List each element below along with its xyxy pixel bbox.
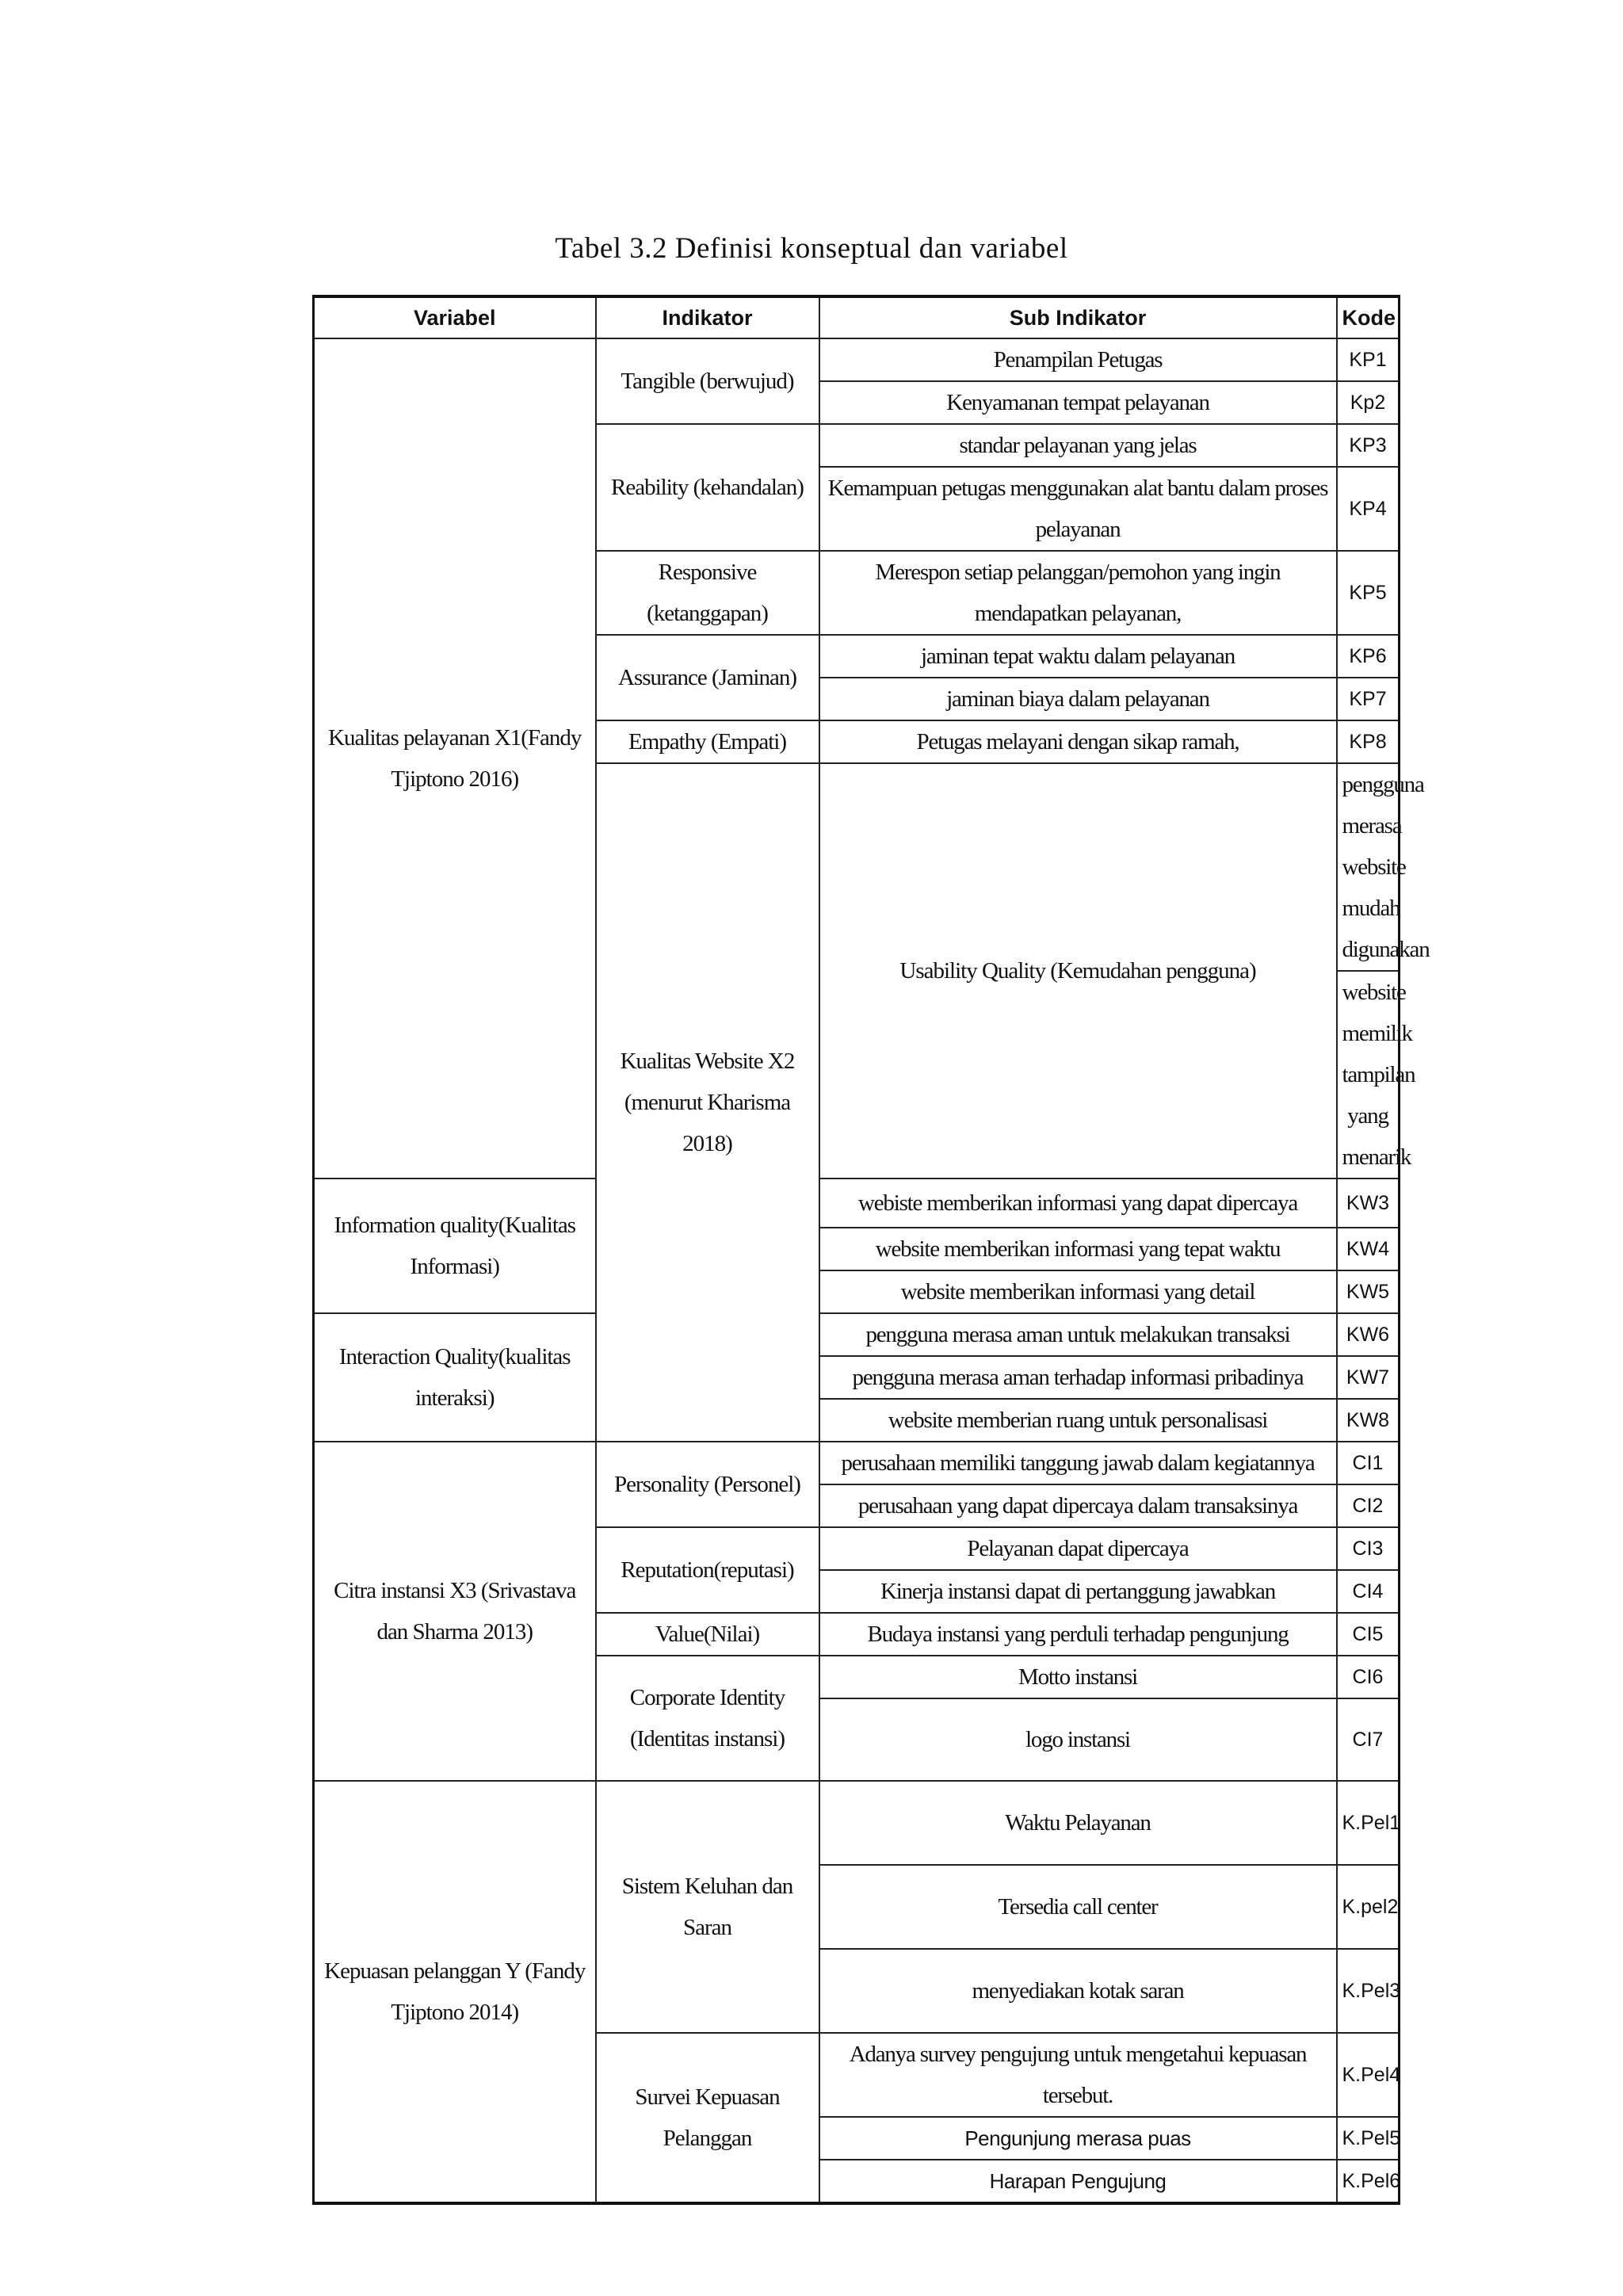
indicator-cell: Interaction Quality(kualitas interaksi) — [314, 1313, 596, 1442]
kode-cell: K.Pel4 — [1337, 2033, 1400, 2117]
indicator-cell: Tangible (berwujud) — [596, 338, 819, 424]
sub-indicator-cell: Motto instansi — [819, 1656, 1337, 1698]
sub-indicator-cell: Penampilan Petugas — [819, 338, 1337, 381]
kode-cell: K.Pel3 — [1337, 1949, 1400, 2033]
kode-cell: KW8 — [1337, 1399, 1400, 1442]
sub-indicator-cell: jaminan tepat waktu dalam pelayanan — [819, 635, 1337, 678]
kode-cell: CI5 — [1337, 1613, 1400, 1656]
kode-cell: CI3 — [1337, 1527, 1400, 1570]
indicator-cell: Personality (Personel) — [596, 1442, 819, 1527]
kode-cell: CI1 — [1337, 1442, 1400, 1484]
sub-indicator-cell: Budaya instansi yang perduli terhadap pengunjung — [819, 1613, 1337, 1656]
table-title: Tabel 3.2 Definisi konseptual dan variabel — [555, 232, 1068, 265]
sub-indicator-cell: Harapan Pengujung — [819, 2160, 1337, 2203]
sub-indicator-cell: Merespon setiap pelanggan/pemohon yang ingin mendapatkan pelayanan, — [819, 551, 1337, 635]
indicator-cell: Information quality(Kualitas Informasi) — [314, 1179, 596, 1313]
sub-indicator-cell: Adanya survey pengujung untuk mengetahui kepuasan tersebut. — [819, 2033, 1337, 2117]
indicator-cell: Survei Kepuasan Pelanggan — [596, 2033, 819, 2203]
sub-indicator-cell: Waktu Pelayanan — [819, 1781, 1337, 1865]
kode-cell: KW3 — [1337, 1179, 1400, 1228]
sub-indicator-cell: Kinerja instansi dapat di pertanggung jawabkan — [819, 1570, 1337, 1613]
kode-cell: KW7 — [1337, 1356, 1400, 1399]
kode-cell: K.Pel1 — [1337, 1781, 1400, 1865]
sub-indicator-cell: website memilik tampilan yang menarik — [1337, 971, 1400, 1179]
header-sub-indikator: Sub Indikator — [819, 296, 1337, 338]
kode-cell: KP7 — [1337, 678, 1400, 720]
kode-cell: CI6 — [1337, 1656, 1400, 1698]
table-row — [314, 1442, 1400, 1484]
kode-cell: KW6 — [1337, 1313, 1400, 1356]
indicator-cell: Usability Quality (Kemudahan pengguna) — [819, 763, 1337, 1179]
sub-indicator-cell: website memberikan informasi yang detail — [819, 1270, 1337, 1313]
indicator-cell: Reability (kehandalan) — [596, 424, 819, 551]
kode-cell: KW5 — [1337, 1270, 1400, 1313]
sub-indicator-cell: perusahaan memiliki tanggung jawab dalam kegiatannya — [819, 1442, 1337, 1484]
kode-cell: CI2 — [1337, 1484, 1400, 1527]
indicator-cell: Empathy (Empati) — [596, 720, 819, 763]
kode-cell: KP8 — [1337, 720, 1400, 763]
indicator-cell: Corporate Identity (Identitas instansi) — [596, 1656, 819, 1781]
table-row — [314, 1179, 1400, 1228]
indicator-cell: Responsive (ketanggapan) — [596, 551, 819, 635]
kode-cell: KP4 — [1337, 467, 1400, 551]
kode-cell: K.Pel6 — [1337, 2160, 1400, 2203]
indicator-cell: Assurance (Jaminan) — [596, 635, 819, 720]
indicator-cell: Reputation(reputasi) — [596, 1527, 819, 1613]
sub-indicator-cell: website memberian ruang untuk personalisasi — [819, 1399, 1337, 1442]
sub-indicator-cell: menyediakan kotak saran — [819, 1949, 1337, 2033]
table-row — [314, 1313, 1400, 1356]
sub-indicator-cell: Petugas melayani dengan sikap ramah, — [819, 720, 1337, 763]
sub-indicator-cell: logo instansi — [819, 1698, 1337, 1781]
header-variabel: Variabel — [314, 296, 596, 338]
sub-indicator-cell: jaminan biaya dalam pelayanan — [819, 678, 1337, 720]
sub-indicator-cell: Tersedia call center — [819, 1865, 1337, 1949]
sub-indicator-cell: Kemampuan petugas menggunakan alat bantu dalam proses pelayanan — [819, 467, 1337, 551]
sub-indicator-cell: Pelayanan dapat dipercaya — [819, 1527, 1337, 1570]
sub-indicator-cell: pengguna merasa website mudah digunakan — [1337, 763, 1400, 971]
header-row — [314, 296, 1400, 338]
kode-cell: KW4 — [1337, 1228, 1400, 1270]
variable-cell: Kualitas Website X2 (menurut Kharisma 2018) — [596, 763, 819, 1442]
sub-indicator-cell: pengguna merasa aman terhadap informasi pribadinya — [819, 1356, 1337, 1399]
kode-cell: CI4 — [1337, 1570, 1400, 1613]
sub-indicator-cell: Pengunjung merasa puas — [819, 2117, 1337, 2160]
sub-indicator-cell: Kenyamanan tempat pelayanan — [819, 381, 1337, 424]
definition-table — [312, 295, 1430, 2205]
table-row — [314, 1781, 1400, 1865]
table-row — [314, 338, 1400, 381]
variable-cell: Kualitas pelayanan X1(Fandy Tjiptono 2016) — [314, 338, 596, 1179]
kode-cell: CI7 — [1337, 1698, 1400, 1781]
kode-cell: KP3 — [1337, 424, 1400, 467]
kode-cell: K.pel2 — [1337, 1865, 1400, 1949]
sub-indicator-cell: webiste memberikan informasi yang dapat dipercaya — [819, 1179, 1337, 1228]
indicator-cell: Value(Nilai) — [596, 1613, 819, 1656]
sub-indicator-cell: pengguna merasa aman untuk melakukan transaksi — [819, 1313, 1337, 1356]
variable-cell: Citra instansi X3 (Srivastava dan Sharma 2013) — [314, 1442, 596, 1781]
sub-indicator-cell: website memberikan informasi yang tepat waktu — [819, 1228, 1337, 1270]
sub-indicator-cell: perusahaan yang dapat dipercaya dalam transaksinya — [819, 1484, 1337, 1527]
kode-cell: KP1 — [1337, 338, 1400, 381]
variable-cell: Kepuasan pelanggan Y (Fandy Tjiptono 2014) — [314, 1781, 596, 2203]
kode-cell: KP6 — [1337, 635, 1400, 678]
header-kode: Kode — [1337, 296, 1400, 338]
header-indikator: Indikator — [596, 296, 819, 338]
sub-indicator-cell: standar pelayanan yang jelas — [819, 424, 1337, 467]
kode-cell: K.Pel5 — [1337, 2117, 1400, 2160]
kode-cell: KP5 — [1337, 551, 1400, 635]
indicator-cell: Sistem Keluhan dan Saran — [596, 1781, 819, 2033]
kode-cell: Kp2 — [1337, 381, 1400, 424]
